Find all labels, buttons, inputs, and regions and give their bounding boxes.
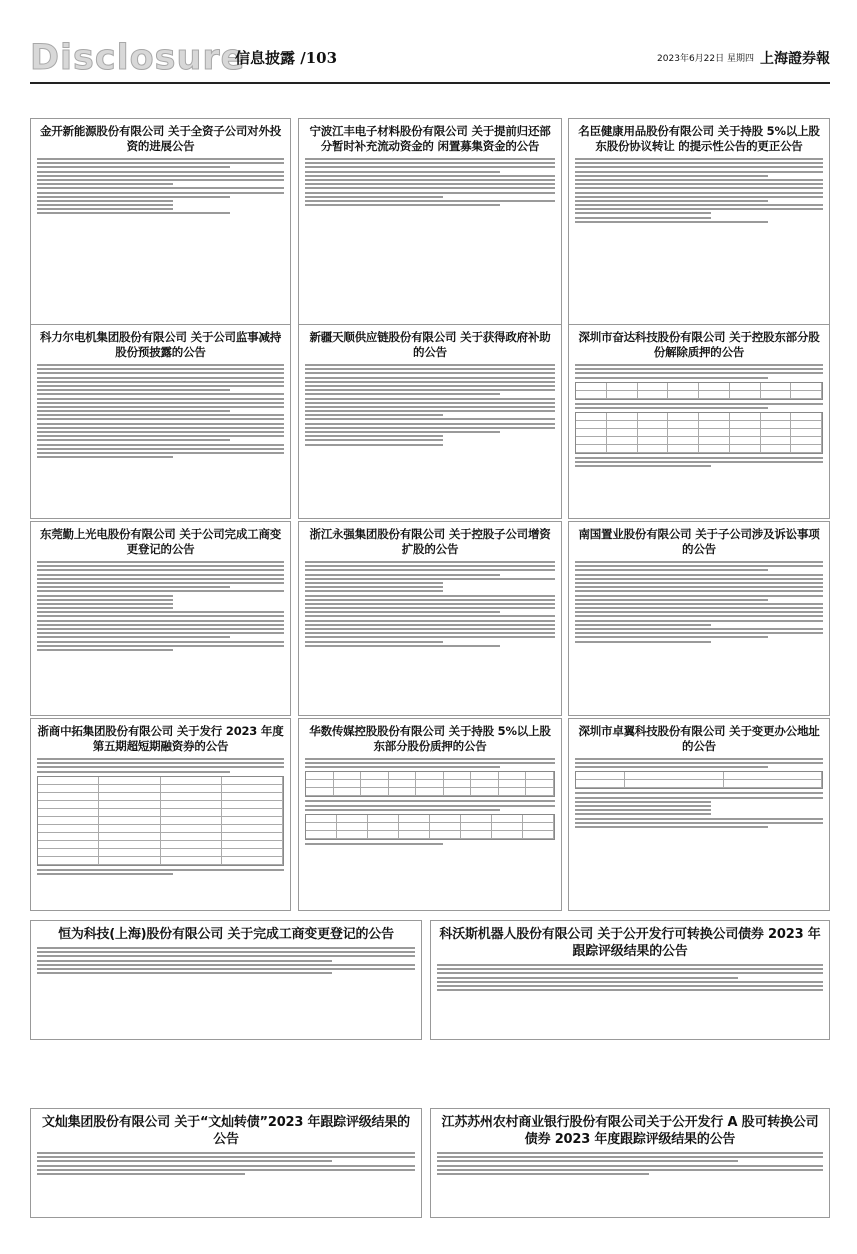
notice-card <box>568 324 830 519</box>
newspaper-name: 上海證券報 <box>760 51 830 67</box>
data-table <box>305 771 555 797</box>
notice-card <box>568 118 830 331</box>
notice-body <box>575 364 823 467</box>
notice-title: 东莞勤上光电股份有限公司 关于公司完成工商变更登记的公告 <box>39 527 282 556</box>
issue-date: 2023年6月22日 星期四 <box>657 54 754 64</box>
notice-body <box>37 364 284 458</box>
notice-body <box>305 561 555 647</box>
notice-card <box>568 521 830 716</box>
masthead-word: Disclosure <box>30 38 246 78</box>
notice-title: 名臣健康用品股份有限公司 关于持股 5%以上股东股份协议转让 的提示性公告的更正公告 <box>578 124 820 153</box>
notice-body <box>37 561 284 651</box>
notice-body <box>305 364 555 446</box>
notice-card <box>430 920 830 1040</box>
data-table <box>575 771 823 789</box>
data-table <box>305 814 555 840</box>
notice-title: 科沃斯机器人股份有限公司 关于公开发行可转换公司债券 2023 年跟踪评级结果的公告 <box>439 927 821 959</box>
data-table <box>575 412 823 454</box>
notice-card <box>298 324 562 519</box>
notice-body <box>437 964 823 991</box>
section-title: 信息披露 /103 <box>235 49 338 67</box>
notice-body <box>437 1152 823 1175</box>
masthead <box>30 38 830 78</box>
notice-card <box>30 1108 422 1218</box>
notice-title: 科力尔电机集团股份有限公司 关于公司监事减持股份预披露的公告 <box>39 330 282 359</box>
masthead-right <box>657 51 830 67</box>
data-table <box>575 382 823 400</box>
notice-title: 宁波江丰电子材料股份有限公司 关于提前归还部分暂时补充流动资金的 闲置募集资金的公告 <box>309 124 551 153</box>
notice-body <box>305 158 555 206</box>
notice-title: 浙商中拓集团股份有限公司 关于发行 2023 年度第五期超短期融资券的公告 <box>37 724 284 753</box>
notice-card <box>30 718 291 911</box>
notice-title: 华数传媒控股股份有限公司 关于持股 5%以上股东部分股份质押的公告 <box>309 724 551 753</box>
notice-body <box>37 947 415 974</box>
notice-card <box>298 521 562 716</box>
notice-title: 深圳市卓翼科技股份有限公司 关于变更办公地址的公告 <box>578 724 820 753</box>
notice-card <box>30 118 291 331</box>
notice-body <box>575 758 823 828</box>
notice-title: 新疆天顺供应链股份有限公司 关于获得政府补助的公告 <box>309 330 551 359</box>
notice-title: 深圳市奋达科技股份有限公司 关于控股东部分股份解除质押的公告 <box>578 330 820 359</box>
masthead-rule <box>30 82 830 84</box>
notice-body <box>305 758 555 845</box>
notice-card <box>298 718 562 911</box>
notice-body <box>37 1152 415 1175</box>
data-table <box>37 776 284 866</box>
notice-title: 南国置业股份有限公司 关于子公司涉及诉讼事项的公告 <box>578 527 820 556</box>
notice-title: 文灿集团股份有限公司 关于“文灿转债”2023 年跟踪评级结果的公告 <box>42 1115 410 1147</box>
notice-body <box>37 758 284 875</box>
notice-card <box>568 718 830 911</box>
notice-body <box>575 158 823 223</box>
notice-card <box>430 1108 830 1218</box>
notice-title: 金开新能源股份有限公司 关于全资子公司对外投资的进展公告 <box>39 124 282 153</box>
notice-title: 浙江永强集团股份有限公司 关于控股子公司增资扩股的公告 <box>309 527 551 556</box>
notice-body <box>575 561 823 643</box>
notice-title: 恒为科技(上海)股份有限公司 关于完成工商变更登记的公告 <box>58 927 394 942</box>
notice-card <box>30 324 291 519</box>
notice-card <box>30 920 422 1040</box>
notice-title: 江苏苏州农村商业银行股份有限公司关于公开发行 A 股可转换公司债券 2023 年度跟踪评级结果的公告 <box>441 1115 819 1147</box>
notice-card <box>30 521 291 716</box>
notice-card <box>298 118 562 331</box>
notice-body <box>37 158 284 214</box>
